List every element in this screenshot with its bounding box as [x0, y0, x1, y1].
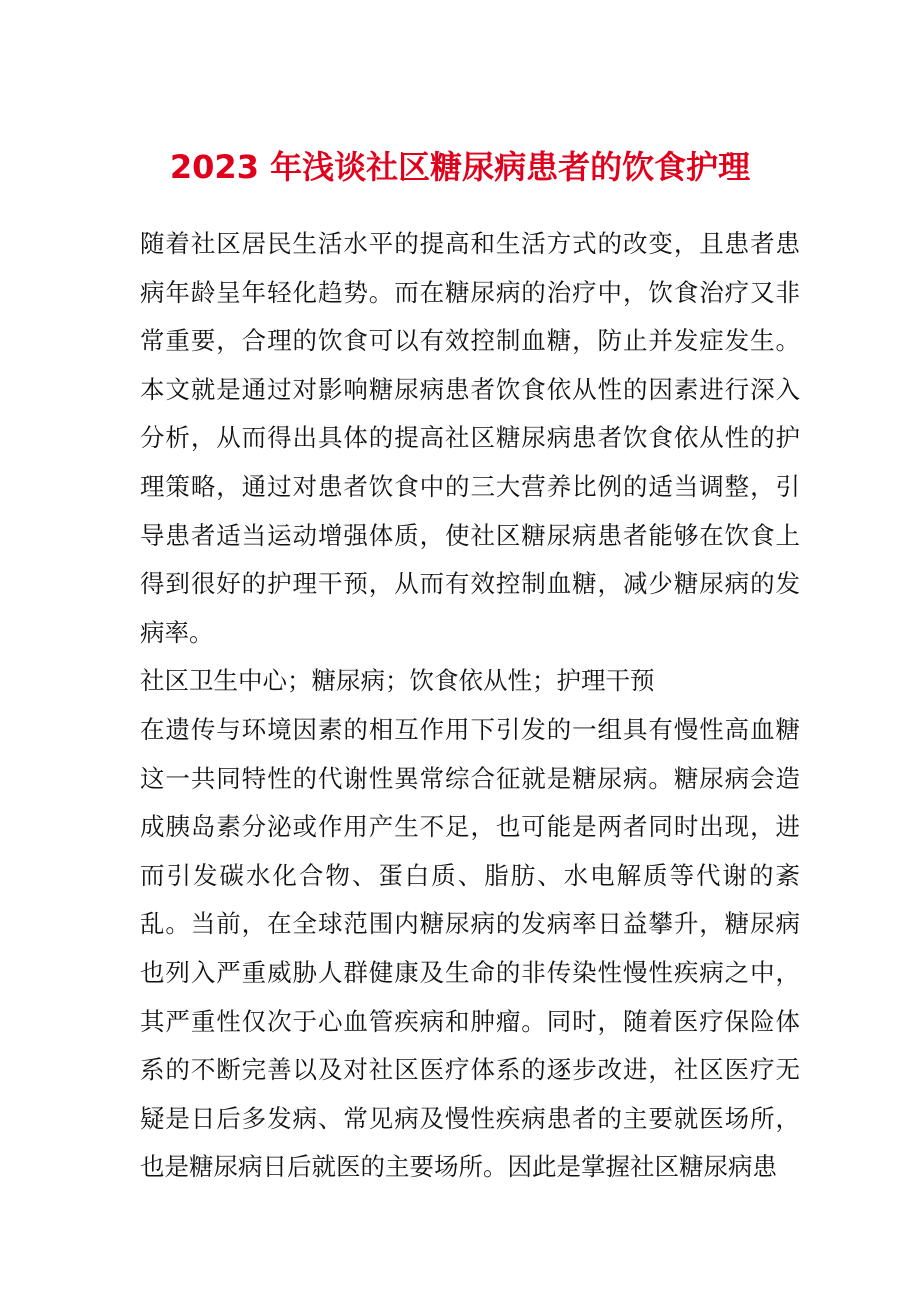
document-title: 2023 年浅谈社区糖尿病患者的饮食护理 [169, 148, 751, 186]
keywords-paragraph: 社区卫生中心；糖尿病；饮食依从性；护理干预 [140, 666, 655, 696]
document-body [140, 220, 800, 1192]
abstract-paragraph: 随着社区居民生活水平的提高和生活方式的改变，且患者患病年龄呈年轻化趋势。而在糖尿病的治疗中，饮食治疗又非常重要，合理的饮食可以有效控制血糖，防止并发症发生。本文就是通过对影响糖尿病患者饮食依从性的因素进行深入分析，从而得出具体的提高社区糖尿病患者饮食依从性的护理策略，通过对患者饮食中的三大营养比例的适当调整，引导患者适当运动增强体质，使社区糖尿病患者能够在饮食上得到很好的护理干预，从而有效控制血糖，减少糖尿病的发病率。 [140, 229, 800, 647]
intro-paragraph: 在遗传与环境因素的相互作用下引发的一组具有慢性高血糖这一共同特性的代谢性異常综合征就是糖尿病。糖尿病会造成胰岛素分泌或作用产生不足，也可能是两者同时出现，进而引发碳水化合物、蛋白质、脂肪、水电解质等代谢的紊乱。当前，在全球范围内糖尿病的发病率日益攀升，糖尿病也列入严重威胁人群健康及生命的非传染性慢性疾病之中，其严重性仅次于心血管疾病和肿瘤。同时，随着医疗保险体系的不断完善以及对社区医疗体系的逐步改进，社区医疗无疑是日后多发病、常见病及慢性疾病患者的主要就医场所，也是糖尿病日后就医的主要场所。因此是掌握社区糖尿病患 [140, 714, 800, 1182]
